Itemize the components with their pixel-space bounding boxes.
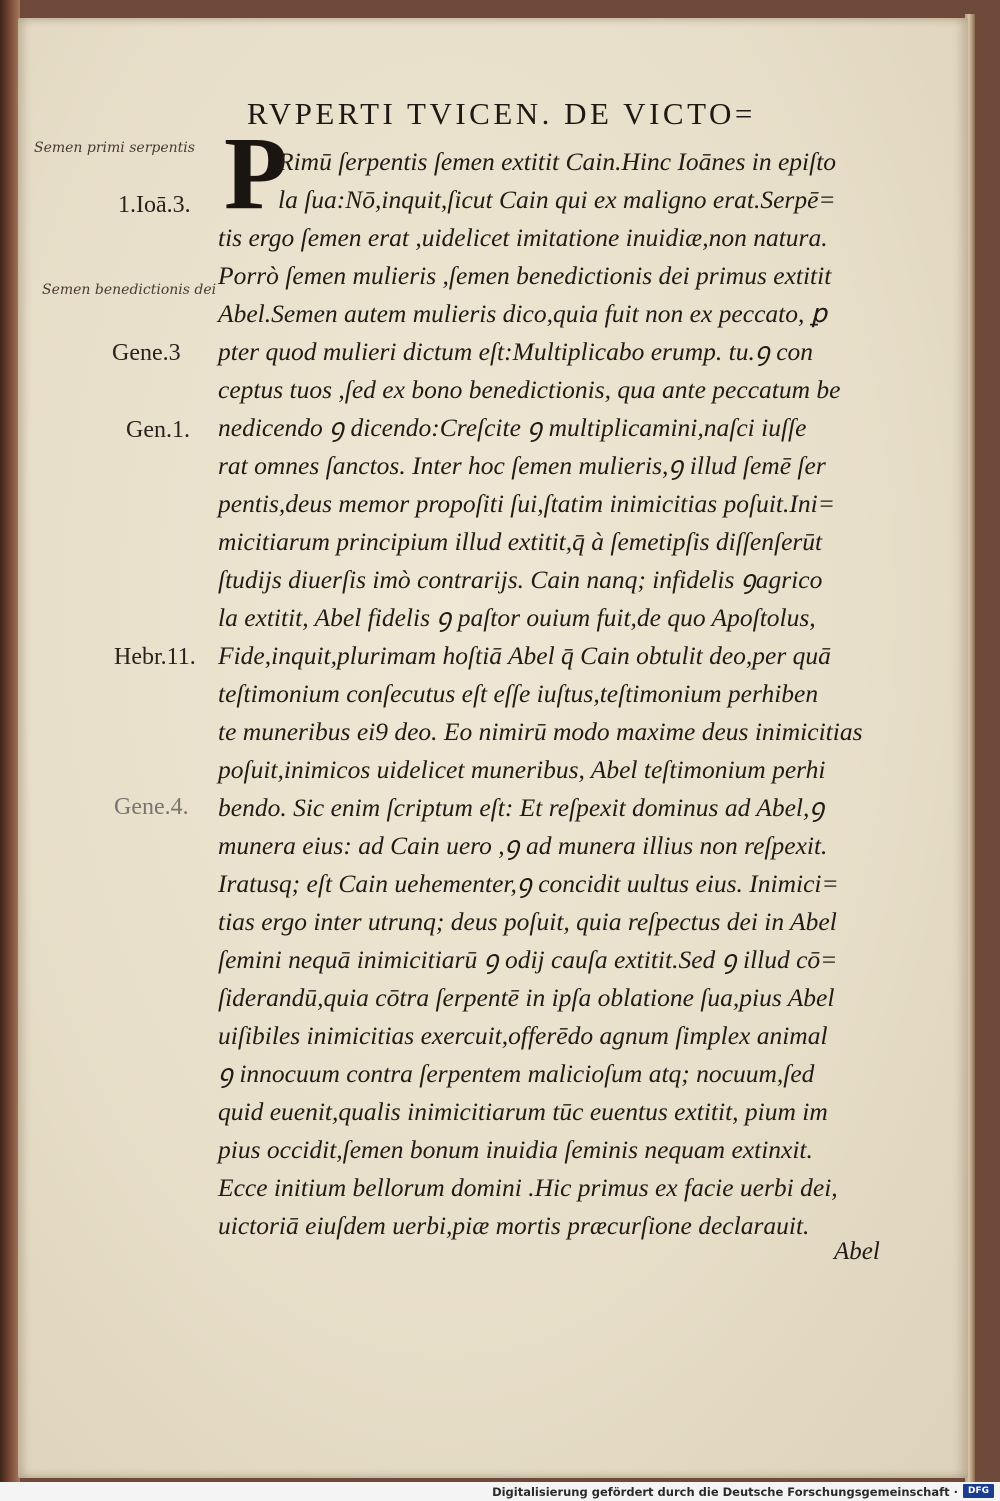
margin-reference: Gene.3: [112, 340, 181, 366]
drop-initial: P: [224, 116, 288, 231]
text-line: Iratusq; eſt Cain uehementer,ꝯ concidit uultus eius. Inimici=: [218, 869, 839, 898]
text-line: pentis,deus memor propoſiti ſui,ſtatim inimicitias poſuit.Ini=: [218, 489, 835, 518]
text-line: Porrò ſemen mulieris ,ſemen benedictionis dei primus extitit: [218, 261, 832, 290]
text-line: nedicendo ꝯ dicendo:Creſcite ꝯ multiplicamini,naſci iuſſe: [218, 413, 807, 442]
text-line: uiſibiles inimicitias exercuit,offerēdo agnum ſimplex animal: [218, 1021, 828, 1050]
handwritten-note: Semen primi serpentis: [34, 140, 195, 156]
text-line: ceptus tuos ,ſed ex bono benedictionis, qua ante peccatum be: [218, 375, 841, 404]
text-line: teſtimonium conſecutus eſt eſſe iuſtus,teſtimonium perhiben: [218, 679, 819, 708]
text-line: tis ergo ſemen erat ,uidelicet imitatione inuidiæ,non natura.: [218, 223, 828, 252]
text-line: micitiarum principium illud extitit,q̄ à ſemetipſis diſſenſerūt: [218, 527, 823, 556]
text-line: Fide,inquit,plurimam hoſtiā Abel q̄ Cain obtulit deo,per quā: [218, 641, 831, 670]
funding-credit: Digitalisierung gefördert durch die Deutsche Forschungsgemeinschaft ·: [492, 1485, 958, 1499]
text-line: la extitit, Abel fidelis ꝯ paſtor ouium fuit,de quo Apoſtolus,: [218, 603, 816, 632]
text-line: ꝯ innocuum contra ſerpentem malicioſum atq; nocuum,ſed: [218, 1059, 815, 1088]
margin-reference: Gen.1.: [126, 417, 190, 443]
dfg-logo[interactable]: DFG: [963, 1484, 994, 1498]
handwritten-note: Semen benedictionis dei: [42, 282, 217, 298]
running-title: RVPERTI TVICEN. DE VICTO=: [247, 96, 756, 131]
catchword: Abel: [834, 1238, 880, 1265]
book-spine: [0, 0, 20, 1482]
text-line: pter quod mulieri dictum eſt:Multiplicabo erump. tu.ꝯ con: [218, 337, 814, 366]
margin-reference: Hebr.11.: [114, 644, 196, 670]
text-line: ſemini nequā inimicitiarū ꝯ odij cauſa extitit.Sed ꝯ illud cō=: [218, 945, 838, 974]
text-line: Abel.Semen autem mulieris dico,quia fuit non ex peccato, ꝑ: [218, 299, 827, 328]
margin-reference: 1.Ioā.3.: [118, 192, 191, 218]
margin-reference: Gene.4.: [114, 794, 189, 820]
text-line: quid euenit,qualis inimicitiarum tūc euentus extitit, pium im: [218, 1097, 828, 1126]
text-line: la ſua:Nō,inquit,ſicut Cain qui ex maligno erat.Serpē=: [278, 185, 836, 214]
text-line: poſuit,inimicos uidelicet muneribus, Abel teſtimonium perhi: [218, 755, 826, 784]
text-line: munera eius: ad Cain uero ,ꝯ ad munera illius non reſpexit.: [218, 831, 828, 860]
text-line: uictoriā eiuſdem uerbi,piæ mortis præcurſione declarauit.: [218, 1211, 810, 1240]
text-line: Ecce initium bellorum domini .Hic primus ex facie uerbi dei,: [218, 1173, 838, 1202]
text-line: te muneribus ei9 deo. Eo nimirū modo maxime deus inimicitias: [218, 717, 863, 746]
text-line: ſiderandū,quia cōtra ſerpentē in ipſa oblatione ſua,pius Abel: [218, 983, 835, 1012]
text-line: ſtudijs diuerſis imò contrarijs. Cain nanq; infidelis ꝯagrico: [218, 565, 823, 594]
text-line: Rimū ſerpentis ſemen extitit Cain.Hinc Ioānes in epiſto: [278, 147, 837, 176]
text-line: pius occidit,ſemen bonum inuidia ſeminis nequam extinxit.: [218, 1135, 813, 1164]
text-line: tias ergo inter utrunq; deus poſuit, quia reſpectus dei in Abel: [218, 907, 837, 936]
text-line: bendo. Sic enim ſcriptum eſt: Et reſpexit dominus ad Abel,ꝯ: [218, 793, 825, 822]
text-line: rat omnes ſanctos. Inter hoc ſemen mulieris,ꝯ illud ſemē ſer: [218, 451, 826, 480]
